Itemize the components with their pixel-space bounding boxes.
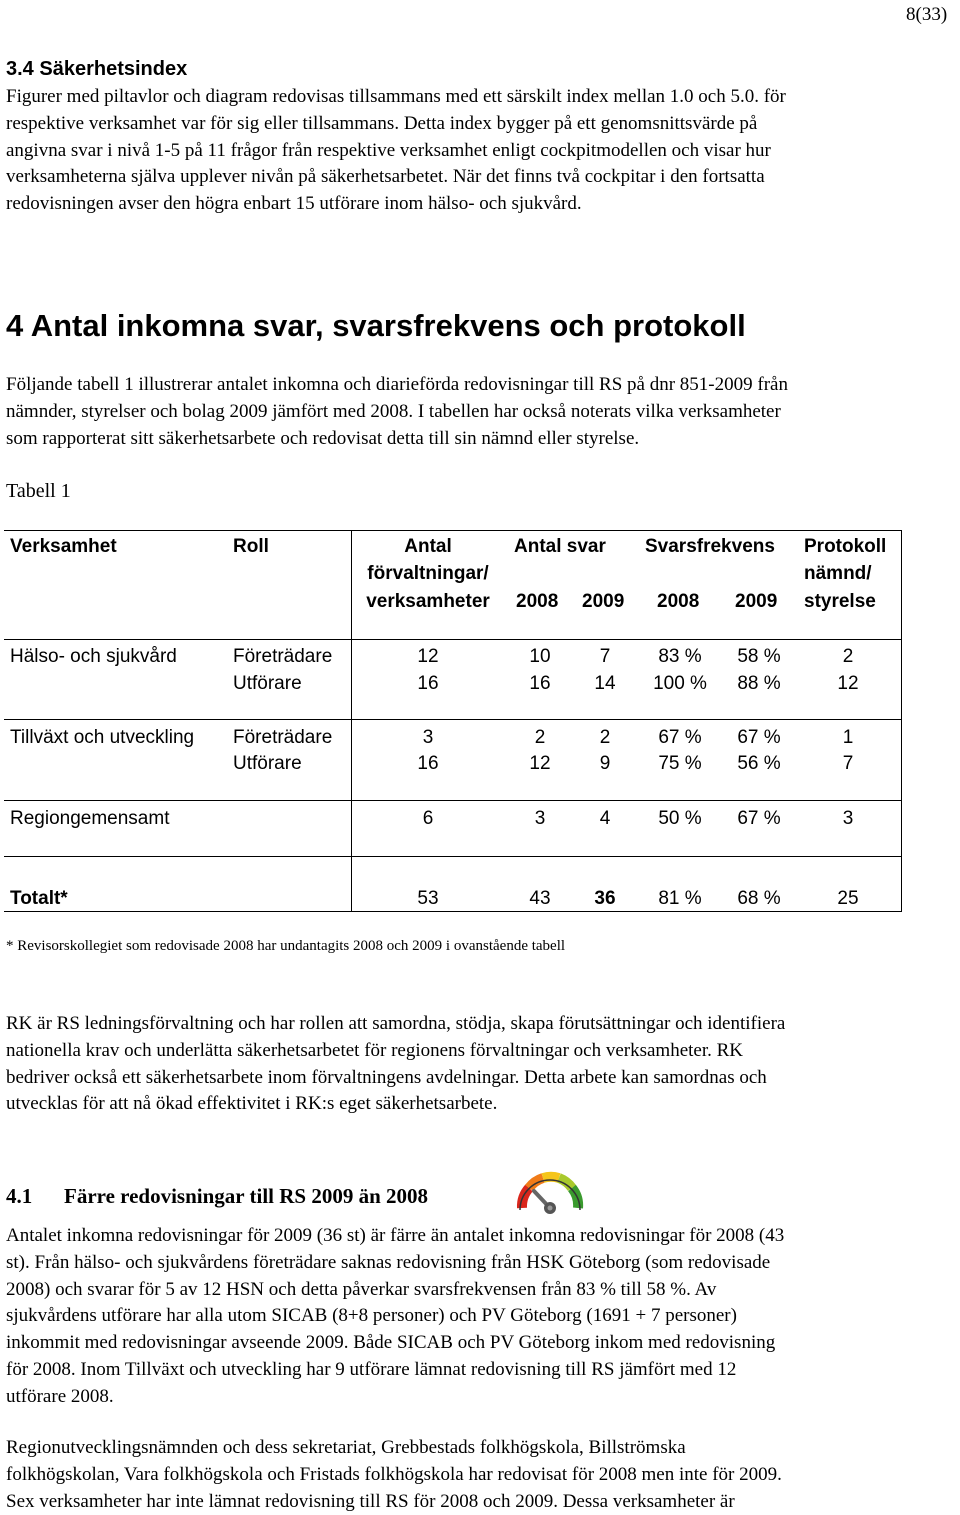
cell-svar-2009: 2 bbox=[599, 727, 611, 748]
text-line: respektive verksamhet var för sig eller tillsammans. Detta index bygger på ett genomsnittsvärde på bbox=[6, 112, 758, 134]
table-footnote: * Revisorskollegiet som redovisade 2008 har undantagits 2008 och 2009 i ovanstående tabell bbox=[6, 938, 566, 954]
row-label: Hälso- och sjukvård bbox=[10, 646, 177, 667]
section-heading-4: 4 Antal inkomna svar, svarsfrekvens och protokoll bbox=[6, 308, 746, 343]
table-border-top bbox=[4, 530, 902, 531]
text-line: st). Från hälso- och sjukvårdens företrädare saknas redovisning från HSK Göteborg (som redovisade bbox=[6, 1251, 771, 1273]
cell-svar-2008: 3 bbox=[534, 808, 546, 829]
text-line: Regionutvecklingsnämnden och dess sekretariat, Grebbestads folkhögskola, Billströmska bbox=[6, 1437, 686, 1458]
cell-protokoll: 25 bbox=[837, 888, 859, 909]
header-protokoll-line: styrelse bbox=[804, 591, 876, 612]
header-antal-line: verksamheter bbox=[366, 591, 490, 612]
cell-svar-2009: 36 bbox=[594, 888, 616, 909]
cell-protokoll: 2 bbox=[842, 646, 854, 667]
cell-protokoll: 3 bbox=[842, 808, 854, 829]
cell-frek-2009: 56 % bbox=[737, 753, 781, 774]
table-column-divider bbox=[351, 530, 352, 912]
table-caption: Tabell 1 bbox=[6, 480, 71, 502]
cell-protokoll: 7 bbox=[842, 753, 854, 774]
text-line: sjukvårdens utförare har alla utom SICAB (8+8 personer) och PV Göteborg (1691 + 7 personer) bbox=[6, 1305, 737, 1327]
cell-frek-2009: 67 % bbox=[737, 727, 781, 748]
row-label: Tillväxt och utveckling bbox=[10, 727, 195, 748]
header-svar-2008: 2008 bbox=[516, 591, 559, 612]
section-4-paragraph bbox=[6, 372, 956, 452]
text-line: för 2008. Inom Tillväxt och utveckling har 9 utförare lämnat redovisning till RS jämfört med 12 bbox=[6, 1358, 737, 1380]
text-line: inkommit med redovisningar avseende 2009. Både SICAB och PV Göteborg inkom med redovisning bbox=[6, 1332, 776, 1354]
cell-antal: 6 bbox=[422, 808, 434, 829]
section-title: Färre redovisningar till RS 2009 än 2008 bbox=[64, 1184, 429, 1208]
text-line: redovisningen avser den högra enbart 15 utförare inom hälso- och sjukvård. bbox=[6, 193, 582, 215]
cell-svar-2008: 43 bbox=[529, 888, 551, 909]
cell-antal: 16 bbox=[417, 673, 439, 694]
header-verksamhet: Verksamhet bbox=[10, 536, 117, 557]
row-roll: Utförare bbox=[233, 753, 302, 774]
row-roll: Företrädare bbox=[233, 646, 333, 667]
cell-svar-2009: 7 bbox=[599, 646, 611, 667]
text-line: folkhögskolan, Vara folkhögskola och Fristads folkhögskola har redovisat för 2008 men inte för 2009. bbox=[6, 1463, 782, 1485]
header-roll: Roll bbox=[233, 536, 269, 557]
section-3-4-paragraph bbox=[6, 84, 956, 218]
cell-frek-2008: 50 % bbox=[658, 808, 702, 829]
row-roll: Företrädare bbox=[233, 727, 333, 748]
text-line: verksamheterna själva upplever nivån på säkerhetsarbetet. När det finns två cockpitar i den fortsatta bbox=[6, 166, 765, 188]
header-svar-2009: 2009 bbox=[582, 591, 625, 612]
cell-frek-2008: 81 % bbox=[658, 888, 702, 909]
table-row-divider bbox=[4, 719, 902, 720]
header-protokoll-line: nämnd/ bbox=[804, 563, 872, 584]
text-line: utförare 2008. bbox=[6, 1385, 114, 1407]
table-row-divider bbox=[4, 800, 902, 801]
section-number: 4.1 bbox=[6, 1184, 33, 1208]
header-antal-svar: Antal svar bbox=[514, 536, 606, 557]
text-line: utvecklas för att nå ökad effektivitet i RK:s eget säkerhetsarbete. bbox=[6, 1093, 498, 1115]
table-border-right bbox=[901, 530, 902, 912]
cell-svar-2009: 4 bbox=[599, 808, 611, 829]
table-row-divider bbox=[4, 856, 902, 857]
header-antal-line: förvaltningar/ bbox=[367, 563, 489, 584]
rk-paragraph bbox=[6, 1011, 956, 1118]
section-heading-4-1 bbox=[6, 1184, 428, 1209]
cell-svar-2008: 12 bbox=[529, 753, 551, 774]
cell-frek-2009: 67 % bbox=[737, 808, 781, 829]
table-row-divider bbox=[4, 639, 902, 640]
cell-antal: 16 bbox=[417, 753, 439, 774]
cell-antal: 53 bbox=[417, 888, 439, 909]
cell-svar-2008: 16 bbox=[529, 673, 551, 694]
header-frek-2008: 2008 bbox=[657, 591, 700, 612]
text-line: RK är RS ledningsförvaltning och har rollen att samordna, stödja, skapa förutsättningar och identifiera bbox=[6, 1013, 786, 1034]
text-line: Sex verksamheter har inte lämnat redovisning till RS för 2008 och 2009. Dessa verksamheter är bbox=[6, 1490, 735, 1512]
speedometer-gauge-icon bbox=[516, 1164, 584, 1214]
cell-frek-2009: 68 % bbox=[737, 888, 781, 909]
cell-svar-2008: 10 bbox=[529, 646, 551, 667]
cell-protokoll: 12 bbox=[837, 673, 859, 694]
cell-antal: 12 bbox=[417, 646, 439, 667]
section-4-1-paragraph-2 bbox=[6, 1435, 956, 1515]
cell-svar-2009: 9 bbox=[599, 753, 611, 774]
cell-antal: 3 bbox=[422, 727, 434, 748]
header-frek-2009: 2009 bbox=[735, 591, 778, 612]
text-line: 2008) och svarar för 5 av 12 HSN och detta påverkar svarsfrekvensen från 83 % till 58 %. Av bbox=[6, 1278, 717, 1300]
header-protokoll-line: Protokoll bbox=[804, 536, 887, 557]
row-label-total: Totalt* bbox=[10, 888, 68, 909]
text-line: bedriver också ett säkerhetsarbete inom förvaltningens avdelningar. Detta arbete kan samordnas och bbox=[6, 1066, 767, 1088]
cell-protokoll: 1 bbox=[842, 727, 854, 748]
cell-frek-2008: 67 % bbox=[658, 727, 702, 748]
cell-frek-2009: 58 % bbox=[737, 646, 781, 667]
text-line: nämnder, styrelser och bolag 2009 jämfört med 2008. I tabellen har också noterats vilka verksamheter bbox=[6, 400, 781, 422]
text-line: som rapporterat sitt säkerhetsarbete och redovisat detta till sin nämnd eller styrelse. bbox=[6, 427, 640, 449]
cell-frek-2008: 83 % bbox=[658, 646, 702, 667]
cell-frek-2009: 88 % bbox=[737, 673, 781, 694]
text-line: Antalet inkomna redovisningar för 2009 (36 st) är färre än antalet inkomna redovisningar för 2008 (43 bbox=[6, 1225, 785, 1246]
cell-svar-2009: 14 bbox=[594, 673, 616, 694]
header-antal-line: Antal bbox=[404, 536, 452, 557]
header-svarsfrekvens: Svarsfrekvens bbox=[645, 536, 775, 557]
cell-frek-2008: 75 % bbox=[658, 753, 702, 774]
text-line: angivna svar i nivå 1-5 på 11 frågor från respektive verksamhet enligt cockpitmodellen och visar hur bbox=[6, 139, 771, 161]
table-border-bottom bbox=[4, 911, 902, 912]
cell-frek-2008: 100 % bbox=[653, 673, 707, 694]
cell-svar-2008: 2 bbox=[534, 727, 546, 748]
text-line: Följande tabell 1 illustrerar antalet inkomna och diarieförda redovisningar till RS på dnr 851-2009 från bbox=[6, 374, 788, 395]
text-line: Figurer med piltavlor och diagram redovisas tillsammans med ett särskilt index mellan 1.0 och 5.0. för bbox=[6, 86, 786, 107]
page-number: 8(33) bbox=[906, 4, 948, 25]
section-heading-3-4: 3.4 Säkerhetsindex bbox=[6, 58, 188, 80]
text-line: nationella krav och underlätta säkerhetsarbetet för regionens förvaltningar och verksamheter. RK bbox=[6, 1039, 744, 1061]
row-label: Regiongemensamt bbox=[10, 808, 170, 829]
row-roll: Utförare bbox=[233, 673, 302, 694]
section-4-1-paragraph bbox=[6, 1223, 956, 1411]
